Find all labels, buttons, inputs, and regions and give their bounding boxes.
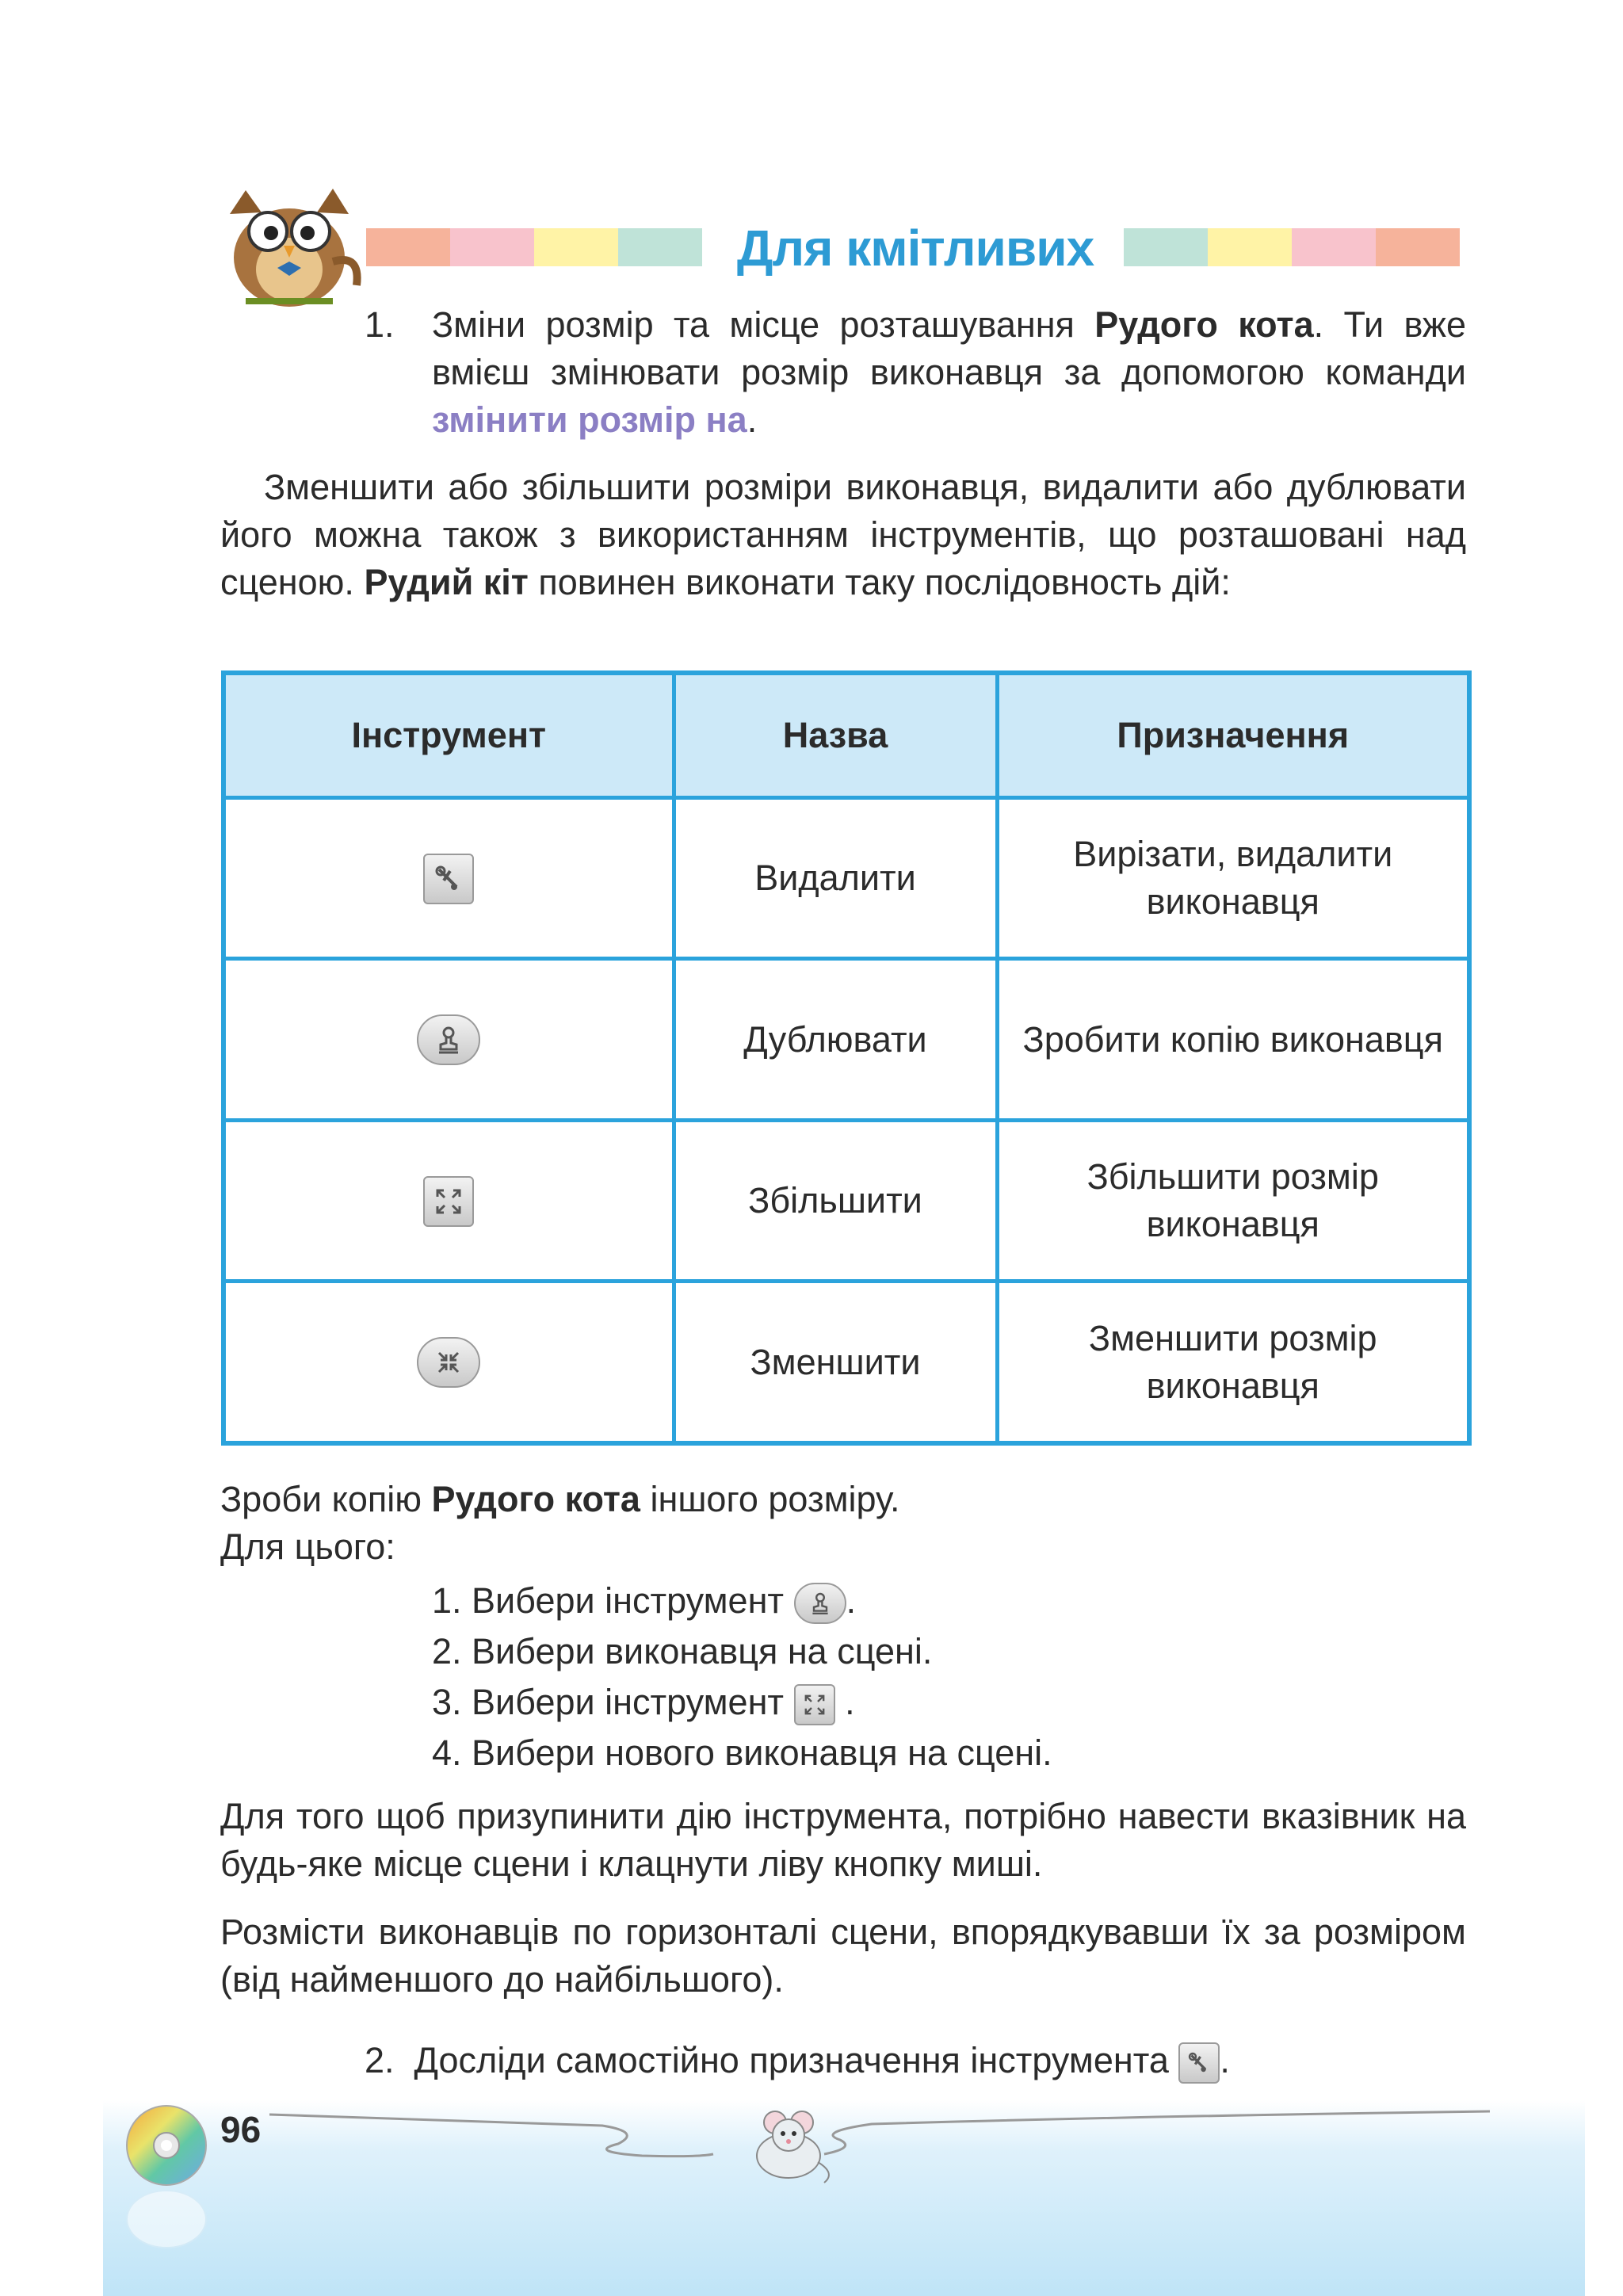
duplicate-stamp-icon: [794, 1583, 846, 1624]
actor-name: Рудого кота: [1094, 304, 1314, 345]
table-header-row: [223, 673, 1469, 798]
tools-table: [221, 670, 1472, 1446]
tool-cell: [223, 1120, 674, 1281]
actor-name: Рудого кота: [431, 1479, 640, 1519]
cd-disc-icon: [123, 2102, 210, 2189]
list-item: 4. Вибери нового виконавця на сцені.: [432, 1733, 1052, 1773]
task-1: 1. Зміни розмір та місце розташування Рудого кота. Ти вже вмієш змінювати розмір виконавця за допомогою команди змінити розмір на.: [365, 301, 1466, 444]
header-stripe: [1208, 228, 1292, 266]
column-header: Призначення: [997, 673, 1469, 798]
tool-purpose: Зменшити розмір виконавця: [997, 1282, 1469, 1443]
header-stripe: [534, 228, 618, 266]
intro-paragraph: Зменшити або збільшити розміри виконавця, видалити або дублювати його можна також з використанням інструментів, що розташовані над сценою. Рудий кіт повинен виконати таку послідовность дій:: [220, 467, 1466, 602]
column-header: Назва: [674, 673, 997, 798]
tool-purpose: Зробити копію виконавця: [997, 959, 1469, 1120]
tool-cell: [223, 798, 674, 959]
list-item: 2. Вибери виконавця на сцені.: [432, 1631, 933, 1671]
grow-icon: [794, 1684, 835, 1725]
mouse-icon: [729, 2100, 848, 2187]
header-stripe: [1292, 228, 1376, 266]
table-row: [223, 1282, 1469, 1443]
grow-icon: [423, 1176, 474, 1227]
task-number: 1.: [365, 304, 395, 345]
header-stripe: [1124, 228, 1208, 266]
command-block: змінити розмір на: [432, 399, 747, 440]
tool-cell: [223, 1282, 674, 1443]
header-stripe: [618, 228, 702, 266]
delete-scissors-icon: [1178, 2042, 1220, 2084]
task-2: 2. Досліди самостійно призначення інструмента .: [365, 2037, 1466, 2084]
tool-name: Зменшити: [674, 1282, 997, 1443]
footer-decoration: [269, 2108, 1490, 2203]
tool-purpose: Збільшити розмір виконавця: [997, 1120, 1469, 1281]
owl-icon: [214, 182, 365, 309]
table-row: [223, 959, 1469, 1120]
section-title: Для кмітливих: [736, 220, 1094, 277]
tool-purpose: Вирізати, видалити виконавця: [997, 798, 1469, 959]
list-item: 3. Вибери інструмент .: [432, 1677, 1462, 1728]
header-stripe: [1376, 228, 1460, 266]
header-stripe: [450, 228, 534, 266]
task-number: 2.: [365, 2040, 395, 2080]
table-row: [223, 798, 1469, 959]
tool-name: Збільшити: [674, 1120, 997, 1281]
actor-name: Рудий кіт: [364, 562, 529, 602]
duplicate-stamp-icon: [417, 1014, 480, 1065]
tool-name: Дублювати: [674, 959, 997, 1120]
page-number: 96: [220, 2109, 262, 2150]
pause-instruction: Для того щоб призупинити дію інструмента, потрібно навести вказівник на будь-яке місце сцени і клацнути ліву кнопку миші.: [220, 1796, 1466, 1884]
list-item: 1. Вибери інструмент .: [432, 1576, 1462, 1626]
arrange-task: Розмісти виконавців по горизонталі сцени, впорядкувавши їх за розміром (від найменшого до найбільшого).: [220, 1912, 1466, 2000]
column-header: Інструмент: [223, 673, 674, 798]
steps-list: [432, 1576, 1462, 1778]
shrink-icon: [417, 1337, 480, 1388]
delete-scissors-icon: [423, 854, 474, 904]
table-row: [223, 1120, 1469, 1281]
tool-name: Видалити: [674, 798, 997, 959]
tool-cell: [223, 959, 674, 1120]
copy-instruction: Зроби копію Рудого кота іншого розміру. Для цього:: [220, 1479, 900, 1567]
cd-reflection: [123, 2187, 210, 2251]
header-stripe: [366, 228, 450, 266]
